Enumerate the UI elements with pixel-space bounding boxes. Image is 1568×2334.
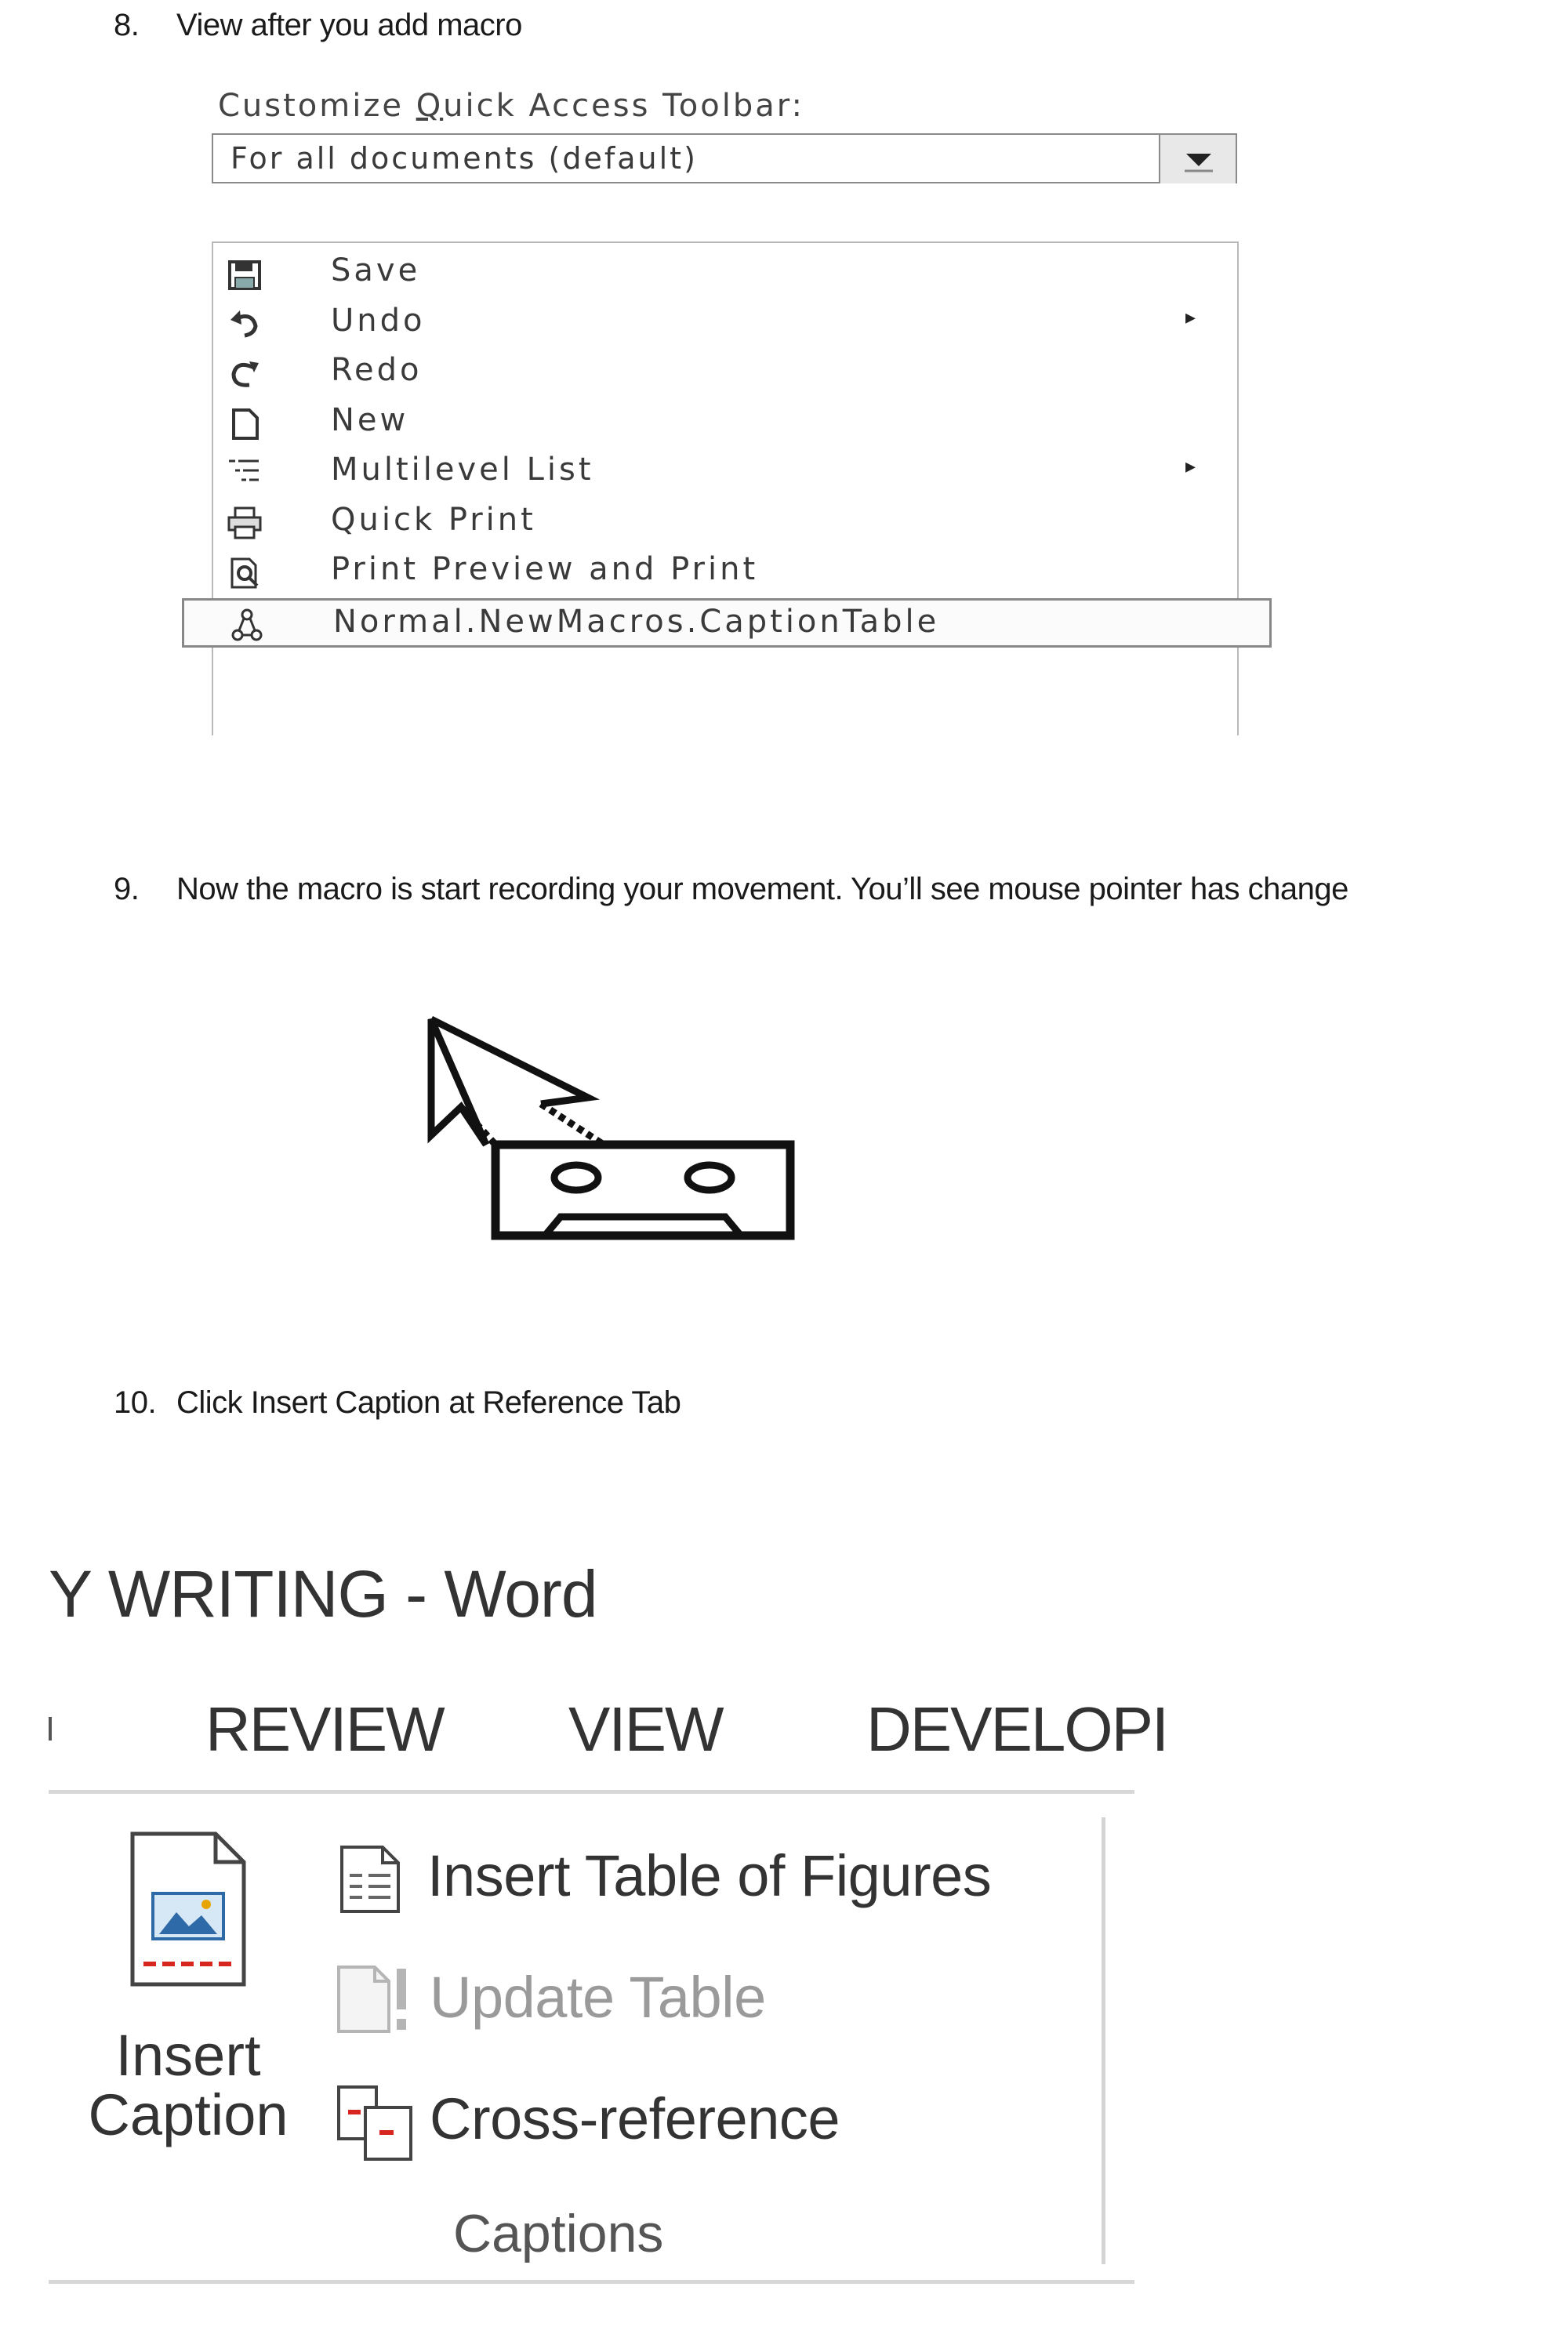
chevron-down-icon xyxy=(1180,146,1218,174)
macro-recording-cursor-icon xyxy=(423,1011,800,1278)
insert-table-of-figures-label: Insert Table of Figures xyxy=(427,1843,992,1908)
qat-item-save[interactable] xyxy=(213,249,1240,299)
ribbon-top-border xyxy=(49,1790,1134,1794)
insert-caption-line1: Insert xyxy=(115,2023,261,2088)
tab-developer[interactable] xyxy=(866,1693,1168,1772)
qat-item-label: Undo xyxy=(331,302,426,339)
submenu-arrow-icon: ▸ xyxy=(1185,455,1196,478)
qat-item-normal-newmacros-captiontable[interactable] xyxy=(182,598,1272,648)
update-table-label: Update Table xyxy=(430,1965,766,2030)
cross-reference-label: Cross-reference xyxy=(430,2086,840,2151)
print-preview-icon xyxy=(227,556,262,590)
group-label-captions: Captions xyxy=(453,2204,664,2263)
update-table-button xyxy=(329,1956,1074,2042)
step-9 xyxy=(114,872,1564,911)
qat-command-list[interactable] xyxy=(212,241,1239,735)
qat-label-accesskey: Q xyxy=(416,88,444,124)
qat-label-prefix: Customize xyxy=(218,88,416,124)
qat-item-label: Normal.NewMacros.CaptionTable xyxy=(333,603,940,640)
step-text: View after you add macro xyxy=(176,8,522,42)
insert-table-of-figures-button[interactable] xyxy=(329,1835,1074,1921)
insert-caption-line2: Caption xyxy=(88,2082,289,2147)
qat-item-label: Redo xyxy=(331,352,423,388)
tab-review[interactable]: REVIEW xyxy=(205,1694,444,1764)
qat-item-print-preview-and-print[interactable] xyxy=(213,548,1240,597)
insert-caption-label xyxy=(71,2023,306,2147)
insert-caption-button[interactable] xyxy=(71,1827,306,2195)
window-title: Y WRITING - Word xyxy=(49,1557,597,1631)
submenu-arrow-icon: ▸ xyxy=(1185,305,1196,329)
qat-label-suffix: uick Access Toolbar: xyxy=(443,88,804,124)
step-number: 8. xyxy=(114,8,140,42)
cross-reference-button[interactable] xyxy=(329,2078,1074,2164)
ribbon-bottom-border xyxy=(49,2280,1134,2284)
tab-developer-label: DEVELOPI xyxy=(866,1694,1168,1764)
qat-item-label: Quick Print xyxy=(331,501,536,538)
step-text: Click Insert Caption at Reference Tab xyxy=(176,1385,681,1420)
macro-icon xyxy=(230,608,264,643)
ribbon-group-separator xyxy=(1102,1817,1105,2264)
dropdown-value: For all documents (default) xyxy=(230,141,698,176)
insert-caption-icon xyxy=(129,1831,247,1987)
qat-item-multilevel-list[interactable] xyxy=(213,448,1240,498)
qat-item-label: Save xyxy=(331,252,421,289)
qat-item-redo[interactable] xyxy=(213,349,1240,398)
multilevel-list-icon xyxy=(227,456,262,491)
step-8 xyxy=(114,8,898,47)
qat-item-label: Multilevel List xyxy=(331,452,594,488)
table-of-figures-icon xyxy=(339,1844,401,1915)
qat-item-undo[interactable] xyxy=(213,299,1240,349)
undo-icon xyxy=(227,307,262,342)
document-scope-dropdown[interactable] xyxy=(212,133,1237,183)
step-10 xyxy=(114,1385,898,1425)
tab-left-fragment xyxy=(49,1717,52,1741)
printer-icon xyxy=(227,506,262,541)
update-table-icon xyxy=(336,1964,414,2038)
cross-reference-icon xyxy=(336,2084,422,2162)
qat-item-label: Print Preview and Print xyxy=(331,551,759,587)
qat-item-quick-print[interactable] xyxy=(213,499,1240,548)
tab-view[interactable]: VIEW xyxy=(568,1694,723,1764)
qat-item-new[interactable] xyxy=(213,399,1240,448)
redo-icon xyxy=(227,357,262,391)
step-number: 10. xyxy=(114,1385,157,1420)
dropdown-button[interactable] xyxy=(1159,135,1236,183)
customize-qat-label xyxy=(218,88,804,124)
save-icon xyxy=(227,257,262,292)
new-document-icon xyxy=(227,407,262,441)
step-number: 9. xyxy=(114,872,140,906)
step-text: Now the macro is start recording your movement. You’ll see mouse pointer has change xyxy=(176,872,1348,906)
qat-item-label: New xyxy=(331,401,409,438)
